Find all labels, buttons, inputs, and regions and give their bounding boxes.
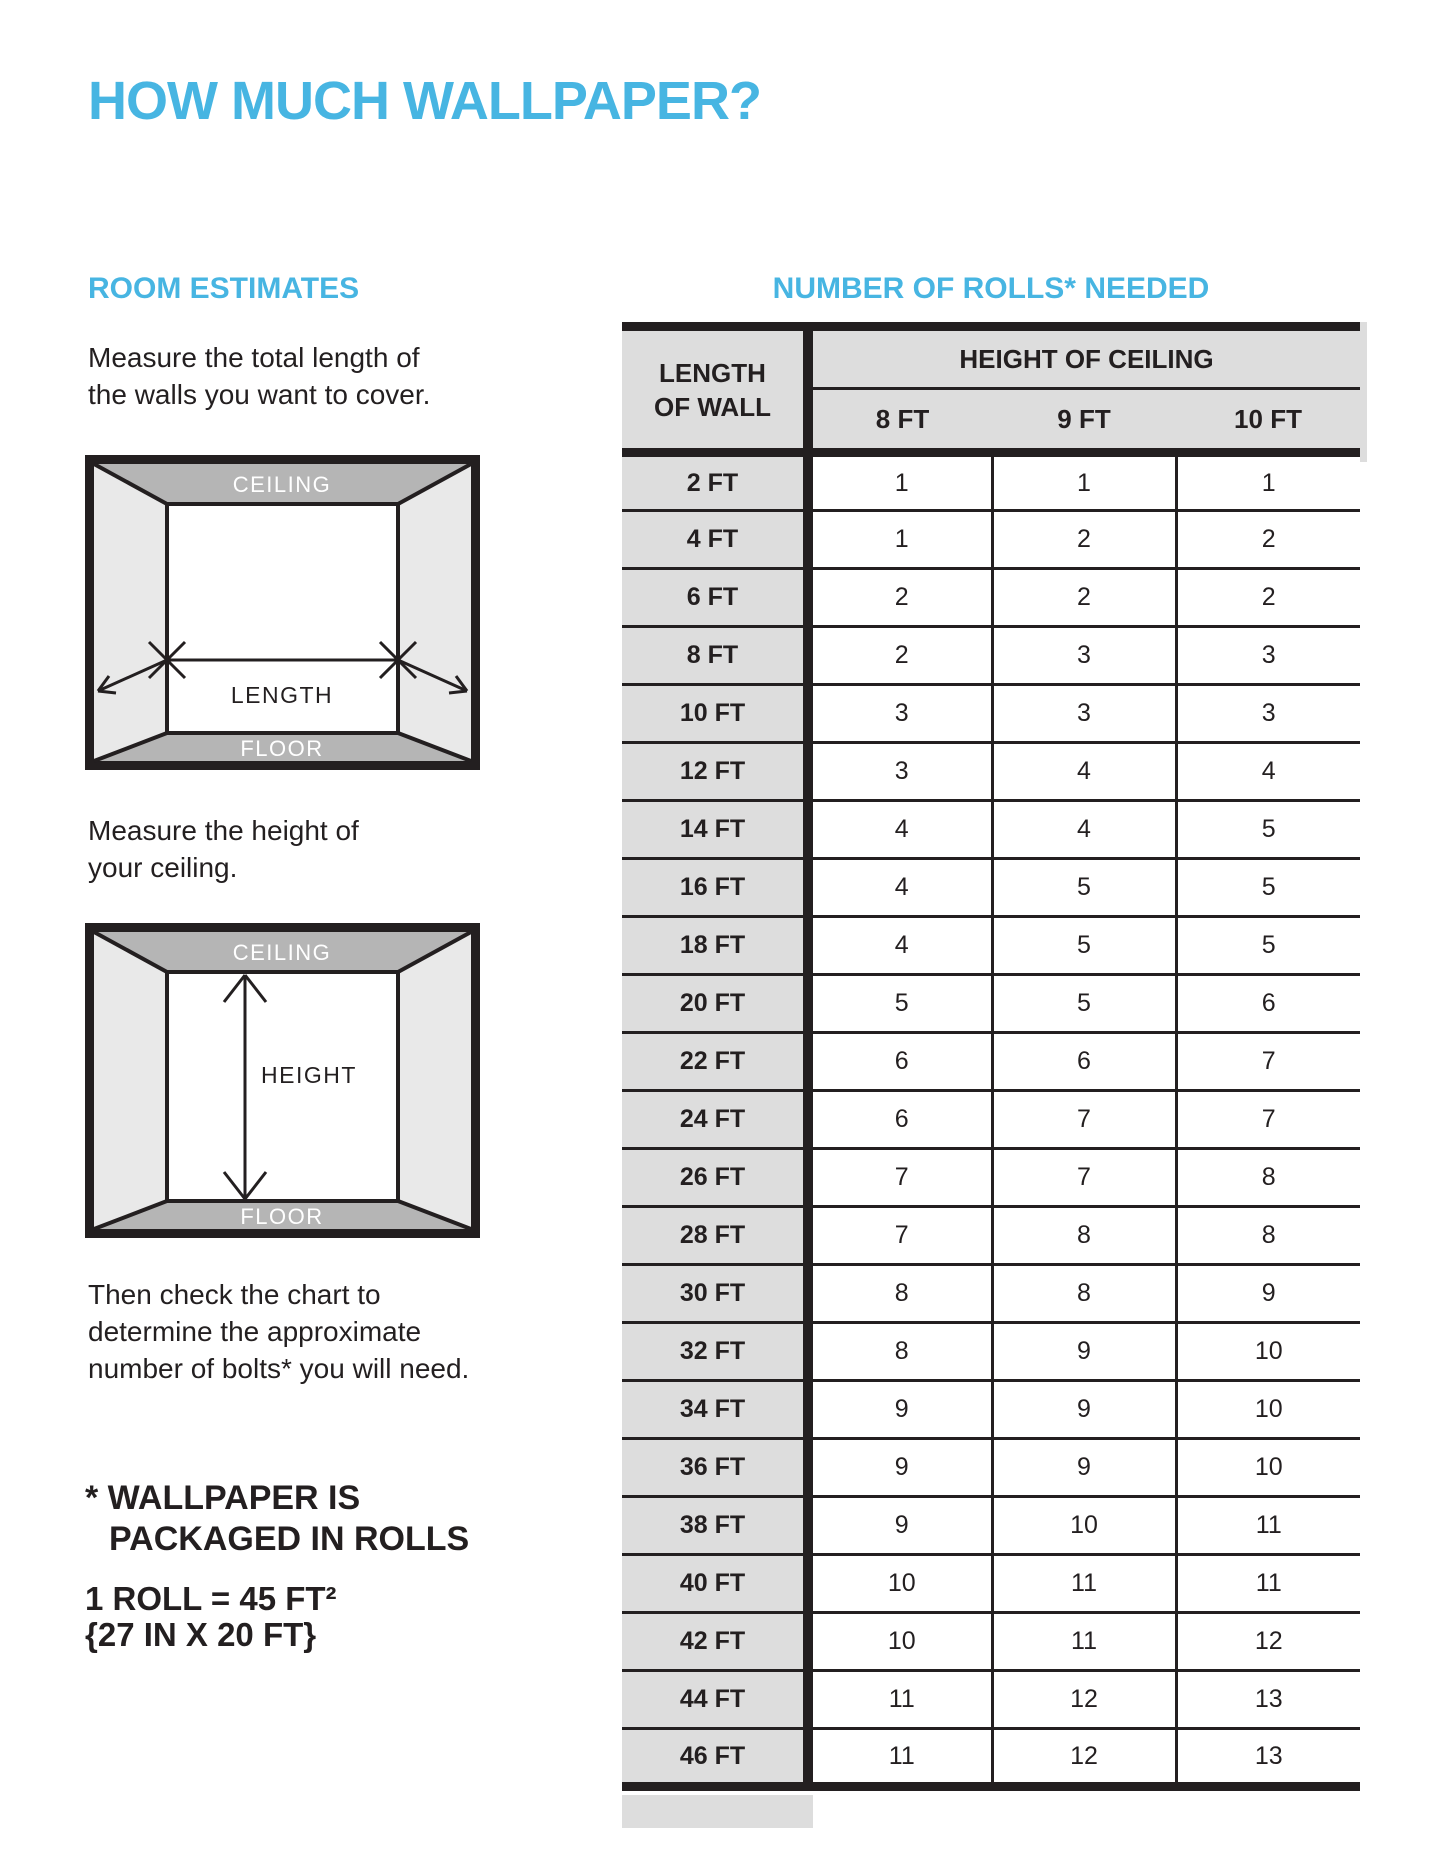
text-line: Measure the height of	[88, 815, 359, 846]
roll-count-cell: 1	[1176, 453, 1360, 511]
table-row	[622, 1033, 1360, 1091]
roll-count-cell: 6	[992, 1033, 1176, 1091]
left-wall-surface	[94, 932, 167, 1229]
roll-count-cell: 1	[808, 453, 992, 511]
wallpaper-rolls-footnote	[85, 1478, 469, 1560]
wall-length-cell: 46 FT	[622, 1729, 808, 1787]
text-line: the walls you want to cover.	[88, 379, 431, 410]
roll-count-cell: 12	[992, 1671, 1176, 1729]
roll-count-cell: 1	[808, 511, 992, 569]
text-line: PACKAGED IN ROLLS	[109, 1520, 470, 1558]
wall-length-cell: 30 FT	[622, 1265, 808, 1323]
roll-count-cell: 5	[992, 917, 1176, 975]
wall-length-cell: 4 FT	[622, 511, 808, 569]
roll-count-cell: 7	[1176, 1033, 1360, 1091]
length-of-wall-header	[622, 327, 808, 453]
roll-count-cell: 8	[1176, 1149, 1360, 1207]
roll-count-cell: 13	[1176, 1671, 1360, 1729]
wall-length-cell: 2 FT	[622, 453, 808, 511]
text-line: 1 ROLL = 45 FT²	[85, 1580, 337, 1617]
text-line: {27 IN X 20 FT}	[85, 1616, 317, 1653]
roll-count-cell: 12	[992, 1729, 1176, 1787]
roll-size-spec	[85, 1581, 337, 1653]
wall-length-cell: 18 FT	[622, 917, 808, 975]
roll-count-cell: 8	[808, 1265, 992, 1323]
roll-count-cell: 4	[992, 743, 1176, 801]
roll-count-cell: 10	[808, 1613, 992, 1671]
roll-count-cell: 9	[992, 1323, 1176, 1381]
wall-length-cell: 6 FT	[622, 569, 808, 627]
roll-count-cell: 9	[808, 1381, 992, 1439]
wall-length-cell: 16 FT	[622, 859, 808, 917]
roll-count-cell: 8	[992, 1265, 1176, 1323]
roll-count-cell: 2	[992, 569, 1176, 627]
left-wall-surface	[94, 464, 167, 761]
wall-length-cell: 32 FT	[622, 1323, 808, 1381]
table-row	[622, 975, 1360, 1033]
roll-count-cell: 10	[808, 1555, 992, 1613]
roll-count-cell: 8	[1176, 1207, 1360, 1265]
table-row	[622, 1265, 1360, 1323]
table-row	[622, 685, 1360, 743]
roll-count-cell: 5	[808, 975, 992, 1033]
roll-count-cell: 7	[1176, 1091, 1360, 1149]
ceiling-label: CEILING	[232, 472, 332, 497]
wall-length-cell: 36 FT	[622, 1439, 808, 1497]
table-row	[622, 569, 1360, 627]
table-row	[622, 1671, 1360, 1729]
roll-count-cell: 5	[992, 859, 1176, 917]
height-of-ceiling-header: HEIGHT OF CEILING	[808, 327, 1360, 389]
table-row	[622, 1149, 1360, 1207]
table-row	[622, 627, 1360, 685]
roll-count-cell: 7	[992, 1091, 1176, 1149]
rolls-table	[622, 322, 1360, 1791]
roll-count-cell: 4	[808, 917, 992, 975]
roll-count-cell: 7	[992, 1149, 1176, 1207]
wall-length-cell: 14 FT	[622, 801, 808, 859]
table-bottom-gray-tab	[622, 1795, 813, 1828]
instruction-check-chart	[88, 1276, 469, 1387]
table-row	[622, 511, 1360, 569]
room-length-diagram	[85, 455, 480, 770]
ceiling-10ft-header: 10 FT	[1176, 389, 1360, 453]
right-wall-surface	[398, 932, 471, 1229]
ceiling-9ft-header: 9 FT	[992, 389, 1176, 453]
roll-count-cell: 10	[992, 1497, 1176, 1555]
roll-count-cell: 11	[808, 1729, 992, 1787]
text-line: number of bolts* you will need.	[88, 1353, 470, 1384]
wall-length-cell: 26 FT	[622, 1149, 808, 1207]
table-row	[622, 1323, 1360, 1381]
room-height-diagram-svg	[85, 923, 480, 1238]
length-label: LENGTH	[230, 682, 334, 708]
roll-count-cell: 5	[1176, 917, 1360, 975]
roll-count-cell: 9	[808, 1497, 992, 1555]
roll-count-cell: 3	[1176, 627, 1360, 685]
ceiling-8ft-header: 8 FT	[808, 389, 992, 453]
table-row	[622, 453, 1360, 511]
wall-length-cell: 34 FT	[622, 1381, 808, 1439]
roll-count-cell: 2	[808, 569, 992, 627]
text-line: your ceiling.	[88, 852, 238, 883]
roll-count-cell: 8	[808, 1323, 992, 1381]
roll-count-cell: 4	[1176, 743, 1360, 801]
roll-count-cell: 11	[992, 1555, 1176, 1613]
room-height-diagram	[85, 923, 480, 1238]
roll-count-cell: 4	[808, 801, 992, 859]
header-line: LENGTH	[659, 357, 766, 388]
roll-count-cell: 3	[808, 685, 992, 743]
table-row	[622, 1729, 1360, 1787]
wall-length-cell: 22 FT	[622, 1033, 808, 1091]
wall-length-cell: 40 FT	[622, 1555, 808, 1613]
text-line: Then check the chart to	[88, 1279, 381, 1310]
wall-length-cell: 12 FT	[622, 743, 808, 801]
room-length-diagram-svg	[85, 455, 480, 770]
roll-count-cell: 7	[808, 1149, 992, 1207]
table-row	[622, 917, 1360, 975]
roll-count-cell: 11	[1176, 1497, 1360, 1555]
rolls-needed-heading: NUMBER OF ROLLS* NEEDED	[772, 272, 1210, 305]
roll-count-cell: 7	[808, 1207, 992, 1265]
roll-count-cell: 2	[1176, 511, 1360, 569]
roll-count-cell: 11	[1176, 1555, 1360, 1613]
roll-count-cell: 4	[992, 801, 1176, 859]
roll-count-cell: 9	[992, 1439, 1176, 1497]
roll-count-cell: 9	[1176, 1265, 1360, 1323]
rolls-table-body	[622, 453, 1360, 1787]
instruction-measure-height	[88, 812, 359, 886]
table-row	[622, 801, 1360, 859]
roll-count-cell: 13	[1176, 1729, 1360, 1787]
text-line: Measure the total length of	[88, 342, 420, 373]
roll-count-cell: 9	[992, 1381, 1176, 1439]
height-label: HEIGHT	[261, 1062, 357, 1088]
roll-count-cell: 10	[1176, 1323, 1360, 1381]
roll-count-cell: 3	[992, 685, 1176, 743]
wall-length-cell: 44 FT	[622, 1671, 808, 1729]
table-row	[622, 743, 1360, 801]
floor-label: FLOOR	[240, 736, 324, 761]
table-row	[622, 1207, 1360, 1265]
roll-count-cell: 5	[992, 975, 1176, 1033]
roll-count-cell: 10	[1176, 1439, 1360, 1497]
roll-count-cell: 2	[992, 511, 1176, 569]
roll-count-cell: 12	[1176, 1613, 1360, 1671]
wall-length-cell: 24 FT	[622, 1091, 808, 1149]
roll-count-cell: 10	[1176, 1381, 1360, 1439]
roll-count-cell: 9	[808, 1439, 992, 1497]
table-header-row	[622, 327, 1360, 389]
roll-count-cell: 2	[808, 627, 992, 685]
floor-label: FLOOR	[240, 1204, 324, 1229]
right-wall-surface	[398, 464, 471, 761]
roll-count-cell: 6	[808, 1033, 992, 1091]
roll-count-cell: 5	[1176, 801, 1360, 859]
text-line: determine the approximate	[88, 1316, 422, 1347]
roll-count-cell: 11	[808, 1671, 992, 1729]
table-row	[622, 859, 1360, 917]
instruction-measure-length	[88, 339, 430, 413]
roll-count-cell: 4	[808, 859, 992, 917]
roll-count-cell: 6	[1176, 975, 1360, 1033]
roll-count-cell: 11	[992, 1613, 1176, 1671]
header-line: OF WALL	[654, 391, 771, 422]
table-row	[622, 1091, 1360, 1149]
roll-count-cell: 6	[808, 1091, 992, 1149]
wall-length-cell: 8 FT	[622, 627, 808, 685]
wall-length-cell: 10 FT	[622, 685, 808, 743]
table-right-gray-sliver	[1360, 322, 1367, 462]
text-line: * WALLPAPER IS	[85, 1479, 361, 1517]
roll-count-cell: 2	[1176, 569, 1360, 627]
roll-count-cell: 8	[992, 1207, 1176, 1265]
wall-length-cell: 28 FT	[622, 1207, 808, 1265]
roll-count-cell: 1	[992, 453, 1176, 511]
wall-length-cell: 42 FT	[622, 1613, 808, 1671]
table-row	[622, 1497, 1360, 1555]
wall-length-cell: 38 FT	[622, 1497, 808, 1555]
page-title: HOW MUCH WALLPAPER?	[88, 71, 761, 131]
table-row	[622, 1555, 1360, 1613]
table-row	[622, 1613, 1360, 1671]
roll-count-cell: 5	[1176, 859, 1360, 917]
table-row	[622, 1381, 1360, 1439]
roll-count-cell: 3	[1176, 685, 1360, 743]
roll-count-cell: 3	[808, 743, 992, 801]
roll-count-cell: 3	[992, 627, 1176, 685]
wall-length-cell: 20 FT	[622, 975, 808, 1033]
room-estimates-heading: ROOM ESTIMATES	[88, 272, 360, 305]
table-row	[622, 1439, 1360, 1497]
ceiling-label: CEILING	[232, 940, 332, 965]
